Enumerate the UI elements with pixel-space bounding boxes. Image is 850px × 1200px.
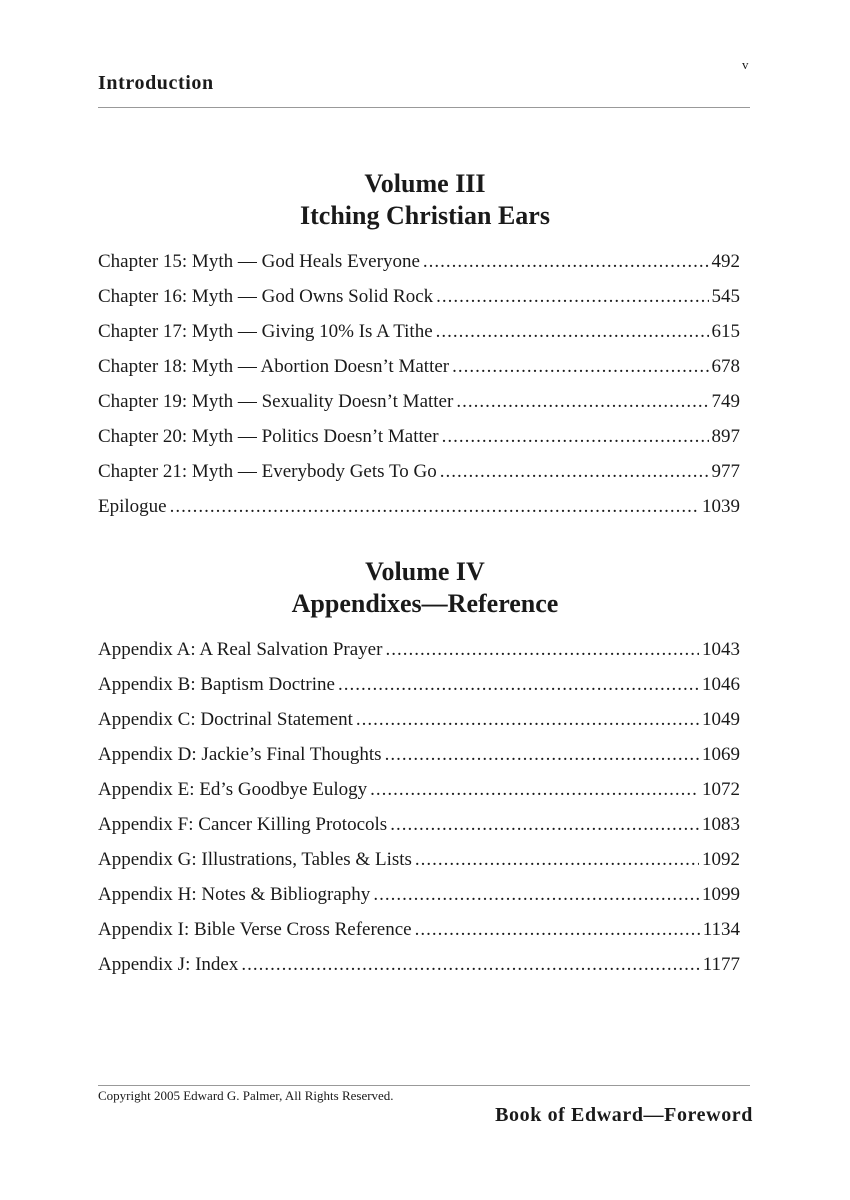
toc-entry-page: 1069 — [702, 744, 740, 765]
leader-dots — [415, 848, 699, 872]
toc-entry[interactable] — [98, 848, 740, 883]
toc-entry-label: Appendix B: Baptism Doctrine — [98, 674, 335, 695]
leader-dots — [390, 813, 699, 837]
toc-entry-page: 1043 — [702, 639, 740, 660]
toc-entry-label: Epilogue — [98, 496, 167, 517]
toc-entry-label: Appendix E: Ed’s Goodbye Eulogy — [98, 779, 368, 800]
toc-entry-page: 1072 — [702, 779, 740, 800]
leader-dots — [373, 883, 699, 907]
toc-entry-page: 977 — [711, 461, 740, 482]
footer-book-title: Book of Edward—Foreword — [495, 1104, 753, 1126]
leader-dots — [370, 778, 699, 802]
toc-entry-label: Chapter 16: Myth — God Owns Solid Rock — [98, 286, 434, 307]
header-rule — [98, 107, 750, 108]
leader-dots — [415, 918, 700, 942]
toc-entry-label: Chapter 21: Myth — Everybody Gets To Go — [98, 461, 437, 482]
toc-entry-label: Chapter 17: Myth — Giving 10% Is A Tithe — [98, 321, 433, 342]
toc-entry-page: 897 — [711, 426, 740, 447]
volume-4-contents — [98, 638, 740, 988]
toc-entry[interactable] — [98, 320, 740, 355]
toc-entry-page: 1134 — [702, 919, 740, 940]
toc-entry-label: Appendix G: Illustrations, Tables & Lists — [98, 849, 412, 870]
toc-entry[interactable] — [98, 285, 740, 320]
toc-entry[interactable] — [98, 953, 740, 988]
toc-entry-page: 1092 — [702, 849, 740, 870]
volume-3-contents — [98, 250, 740, 530]
toc-entry-page: 1046 — [702, 674, 740, 695]
toc-entry-label: Chapter 19: Myth — Sexuality Doesn’t Matter — [98, 391, 454, 412]
toc-entry[interactable] — [98, 638, 740, 673]
toc-entry[interactable] — [98, 355, 740, 390]
toc-entry[interactable] — [98, 425, 740, 460]
toc-entry[interactable] — [98, 390, 740, 425]
toc-entry[interactable] — [98, 708, 740, 743]
toc-entry-page: 615 — [711, 321, 740, 342]
toc-entry[interactable] — [98, 883, 740, 918]
toc-entry-label: Appendix H: Notes & Bibliography — [98, 884, 371, 905]
toc-entry[interactable] — [98, 250, 740, 285]
leader-dots — [385, 743, 699, 767]
toc-entry-label: Appendix C: Doctrinal Statement — [98, 709, 353, 730]
copyright-notice: Copyright 2005 Edward G. Palmer, All Rights Reserved. — [98, 1088, 394, 1103]
toc-entry-page: 1049 — [702, 709, 740, 730]
volume-4-subtitle: Appendixes—Reference — [291, 589, 559, 618]
leader-dots — [436, 285, 708, 309]
leader-dots — [423, 250, 709, 274]
toc-entry[interactable] — [98, 743, 740, 778]
toc-entry-page: 545 — [711, 286, 740, 307]
toc-entry[interactable] — [98, 460, 740, 495]
toc-entry-label: Appendix D: Jackie’s Final Thoughts — [98, 744, 382, 765]
volume-3-subtitle: Itching Christian Ears — [300, 201, 550, 230]
toc-entry-label: Appendix I: Bible Verse Cross Reference — [98, 919, 412, 940]
running-head: Introduction — [98, 72, 214, 94]
toc-entry-page: 1099 — [702, 884, 740, 905]
toc-entry-page: 678 — [711, 356, 740, 377]
leader-dots — [452, 355, 708, 379]
toc-entry-label: Chapter 18: Myth — Abortion Doesn’t Matter — [98, 356, 450, 377]
toc-entry[interactable] — [98, 813, 740, 848]
toc-entry-label: Appendix A: A Real Salvation Prayer — [98, 639, 383, 660]
toc-entry-page: 1039 — [702, 496, 740, 517]
toc-entry-page: 492 — [711, 251, 740, 272]
toc-entry[interactable] — [98, 673, 740, 708]
footer-rule — [98, 1085, 750, 1086]
leader-dots — [241, 953, 699, 977]
toc-entry-page: 1083 — [702, 814, 740, 835]
toc-entry-page: 749 — [711, 391, 740, 412]
leader-dots — [356, 708, 699, 732]
leader-dots — [170, 495, 699, 519]
page-number: v — [742, 57, 749, 72]
toc-entry[interactable] — [98, 778, 740, 813]
leader-dots — [436, 320, 709, 344]
volume-4-title: Volume IV — [365, 557, 485, 586]
leader-dots — [442, 425, 709, 449]
toc-entry[interactable] — [98, 918, 740, 953]
toc-entry-label: Appendix F: Cancer Killing Protocols — [98, 814, 388, 835]
volume-3-title: Volume III — [364, 169, 486, 198]
toc-entry-page: 1177 — [702, 954, 740, 975]
toc-entry-label: Chapter 20: Myth — Politics Doesn’t Matter — [98, 426, 439, 447]
leader-dots — [456, 390, 708, 414]
toc-entry-label: Appendix J: Index — [98, 954, 239, 975]
leader-dots — [338, 673, 699, 697]
toc-entry-label: Chapter 15: Myth — God Heals Everyone — [98, 251, 420, 272]
leader-dots — [440, 460, 709, 484]
toc-entry[interactable] — [98, 495, 740, 530]
leader-dots — [385, 638, 699, 662]
